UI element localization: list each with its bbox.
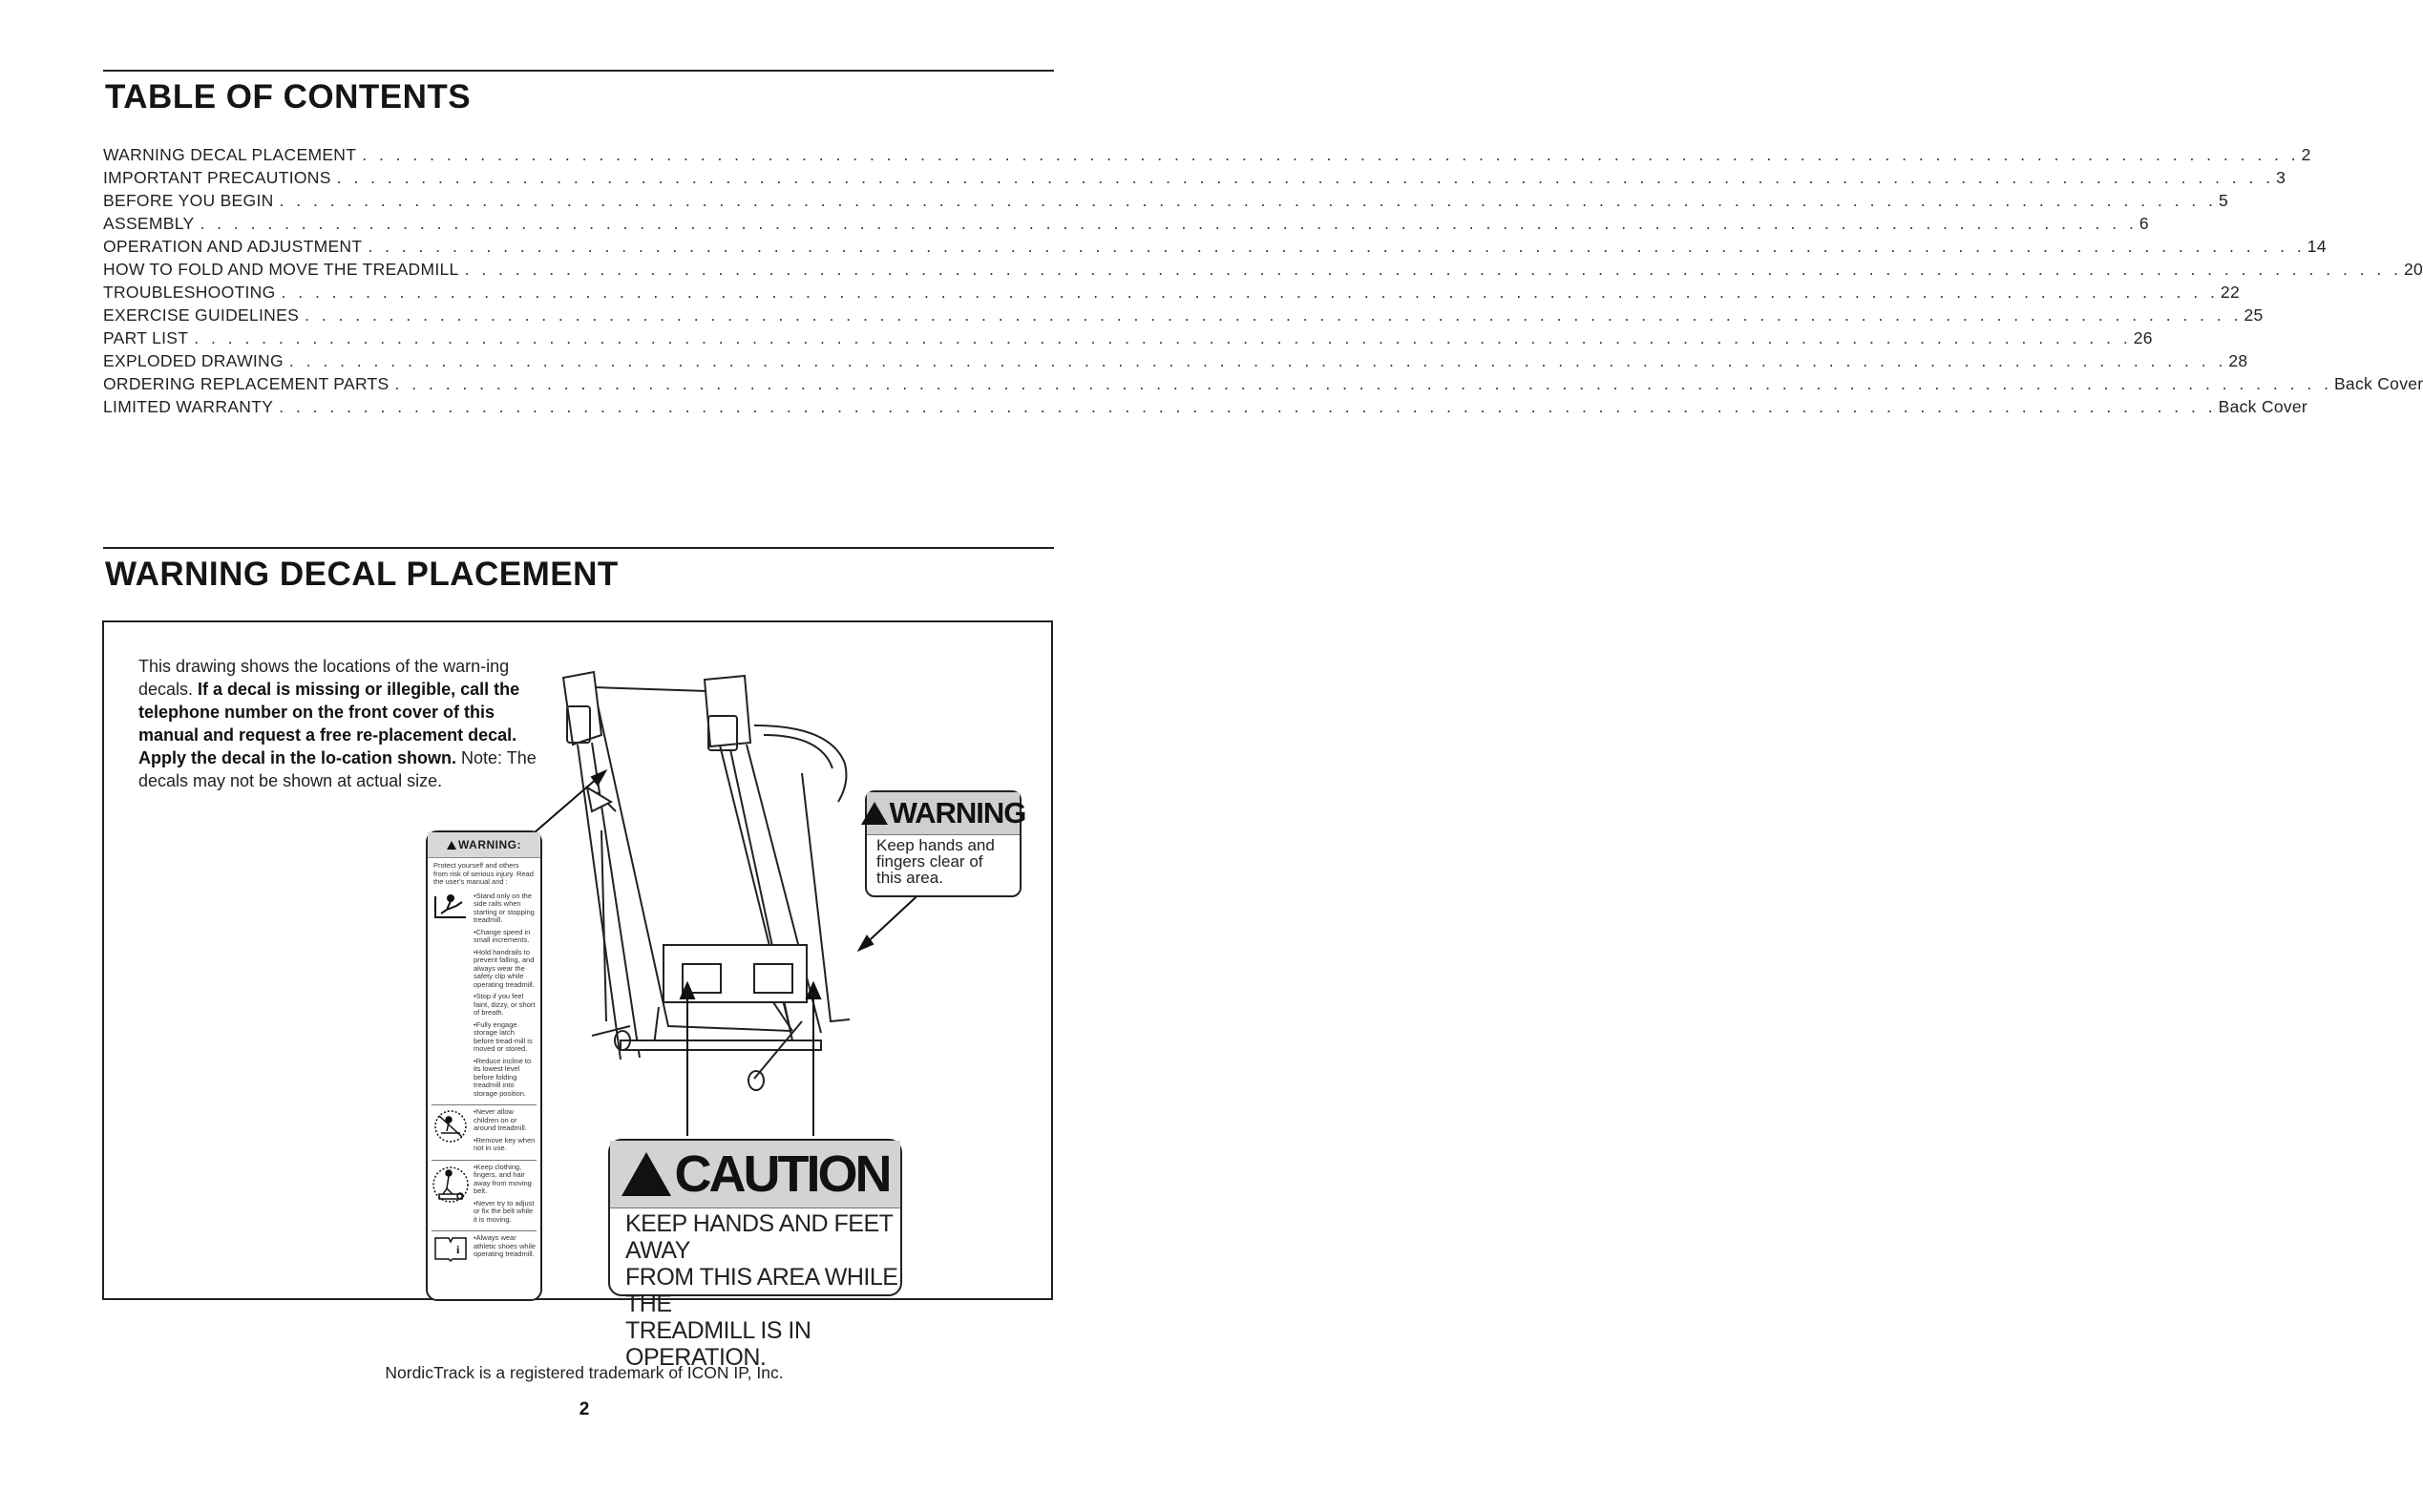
vertical-decal-group-3 bbox=[428, 1164, 540, 1228]
vertical-decal-group-4 bbox=[428, 1234, 540, 1266]
right-decal-text: Keep hands and fingers clear of this area. bbox=[876, 836, 995, 887]
toc-entry bbox=[103, 397, 2308, 420]
decal-bullet: •Keep clothing, fingers, and hair away from moving belt. bbox=[474, 1162, 532, 1195]
warning-section-rule bbox=[103, 547, 1054, 549]
toc-leader-dots bbox=[282, 283, 2219, 303]
toc-entry bbox=[103, 191, 2229, 214]
vertical-decal-group-1 bbox=[428, 892, 540, 1102]
toc-entry bbox=[103, 305, 2264, 328]
toc-leader-dots bbox=[305, 305, 2242, 326]
decal-bullet: •Fully engage storage latch before tread-mill is moved or stored. bbox=[474, 1019, 533, 1053]
toc-entry bbox=[103, 214, 2149, 237]
toc-entry-label: EXERCISE GUIDELINES bbox=[103, 305, 300, 325]
toc-entry-label: OPERATION AND ADJUSTMENT bbox=[103, 237, 363, 256]
caution-decal-header: CAUTION bbox=[610, 1141, 900, 1208]
no-children-icon bbox=[432, 1108, 470, 1144]
toc-leader-dots bbox=[200, 214, 2137, 234]
toc-entry-label: HOW TO FOLD AND MOVE THE TREADMILL bbox=[103, 260, 459, 279]
trademark-notice: NordicTrack is a registered trademark of ICON IP, Inc. bbox=[385, 1363, 784, 1382]
toc-top-rule bbox=[103, 70, 1054, 72]
toc-leader-dots bbox=[289, 351, 2226, 371]
toc-entry bbox=[103, 374, 2423, 397]
toc-entry-page: 22 bbox=[2220, 283, 2240, 302]
toc-entry-label: EXPLODED DRAWING bbox=[103, 351, 284, 370]
toc-list bbox=[103, 145, 2423, 420]
toc-leader-dots bbox=[395, 374, 2332, 394]
decal-intro-text bbox=[138, 655, 539, 792]
toc-leader-dots bbox=[362, 145, 2299, 165]
decal-bullet: •Stand only on the side rails when starting or stopping treadmill. bbox=[474, 891, 535, 924]
toc-entry-page: 25 bbox=[2244, 305, 2264, 325]
caution-triangle-icon bbox=[622, 1152, 671, 1196]
warning-triangle-icon bbox=[861, 802, 888, 825]
warning-section-title: WARNING DECAL PLACEMENT bbox=[105, 556, 619, 593]
intro-plain-2: Note: The decals may not be shown at actual size. bbox=[138, 748, 537, 790]
toc-leader-dots bbox=[279, 397, 2216, 417]
decal-bullet: •Change speed in small increments. bbox=[474, 927, 531, 944]
toc-entry-label: IMPORTANT PRECAUTIONS bbox=[103, 168, 331, 187]
svg-text:i: i bbox=[456, 1243, 460, 1256]
toc-title: TABLE OF CONTENTS bbox=[105, 78, 472, 116]
decal-bullet: •Never allow children on or around treadmill. bbox=[474, 1107, 527, 1132]
decal-bullet: •Never try to adjust or fix the belt while it is moving. bbox=[474, 1198, 535, 1224]
toc-entry bbox=[103, 283, 2240, 305]
toc-entry-label: BEFORE YOU BEGIN bbox=[103, 191, 274, 210]
caution-decal bbox=[608, 1139, 902, 1371]
toc-leader-dots bbox=[194, 328, 2131, 348]
read-manual-icon bbox=[432, 1234, 470, 1263]
decal-bullet: •Remove key when not in use. bbox=[474, 1135, 536, 1152]
vertical-decal-group-2 bbox=[428, 1108, 540, 1157]
toc-leader-dots bbox=[465, 260, 2402, 280]
toc-entry bbox=[103, 168, 2286, 191]
toc-entry-page: Back Cover bbox=[2333, 374, 2423, 393]
toc-entry bbox=[103, 145, 2311, 168]
decal-bullet: •Reduce incline to its lowest level before folding treadmill into storage position. bbox=[474, 1056, 532, 1098]
warning-triangle-icon bbox=[447, 841, 456, 850]
toc-entry-page: 26 bbox=[2133, 328, 2153, 347]
vertical-decal-intro: Protect yourself and others from risk of serious injury. Read the user's manual and : bbox=[433, 861, 534, 886]
toc-entry bbox=[103, 260, 2423, 283]
hand-warning-decal bbox=[865, 790, 1026, 897]
vertical-decal-header: WARNING: bbox=[428, 832, 540, 858]
toc-entry-page: 20 bbox=[2404, 260, 2423, 279]
toc-leader-dots bbox=[280, 191, 2217, 211]
decal-bullet: •Stop if you feel faint, dizzy, or short of breath. bbox=[474, 992, 536, 1017]
toc-leader-dots bbox=[337, 168, 2274, 188]
page-number: 2 bbox=[579, 1399, 590, 1419]
caution-decal-text: KEEP HANDS AND FEET AWAY FROM THIS AREA WHILE THE TREADMILL IS IN OPERATION. bbox=[625, 1210, 898, 1371]
stepping-person-icon bbox=[432, 892, 470, 921]
treadmill-warning-decal bbox=[426, 830, 542, 1301]
toc-leader-dots bbox=[368, 237, 2305, 257]
decal-bullet: •Always wear athletic shoes while operating treadmill. bbox=[474, 1233, 537, 1258]
toc-entry-page: 3 bbox=[2276, 168, 2286, 187]
toc-entry-page: 5 bbox=[2218, 191, 2229, 210]
toc-entry bbox=[103, 328, 2153, 351]
toc-entry-label: LIMITED WARRANTY bbox=[103, 397, 274, 416]
toc-entry-page: 2 bbox=[2301, 145, 2311, 164]
toc-entry-label: WARNING DECAL PLACEMENT bbox=[103, 145, 357, 164]
toc-entry-label: ASSEMBLY bbox=[103, 214, 195, 233]
intro-bold: If a decal is missing or illegible, call the telephone number on the front cover of this manual and request a free re-placement decal. Apply the decal in the lo-cation shown. bbox=[138, 680, 520, 767]
decal-bullet: •Hold handrails to prevent falling, and always wear the safety clip while operating treadmill. bbox=[474, 947, 535, 989]
toc-entry bbox=[103, 351, 2248, 374]
right-decal-header: WARNING bbox=[867, 792, 1020, 835]
toc-entry-label: PART LIST bbox=[103, 328, 189, 347]
toc-entry-label: ORDERING REPLACEMENT PARTS bbox=[103, 374, 390, 393]
toc-entry-page: 6 bbox=[2139, 214, 2149, 233]
toc-entry-page: 14 bbox=[2307, 237, 2327, 256]
toc-entry bbox=[103, 237, 2327, 260]
intro-plain-1: This drawing shows the locations of the warn-ing decals. bbox=[138, 657, 510, 699]
toc-entry-page: 28 bbox=[2228, 351, 2248, 370]
toc-entry-page: Back Cover bbox=[2218, 397, 2308, 416]
toc-entry-label: TROUBLESHOOTING bbox=[103, 283, 276, 302]
entanglement-icon bbox=[432, 1164, 470, 1206]
